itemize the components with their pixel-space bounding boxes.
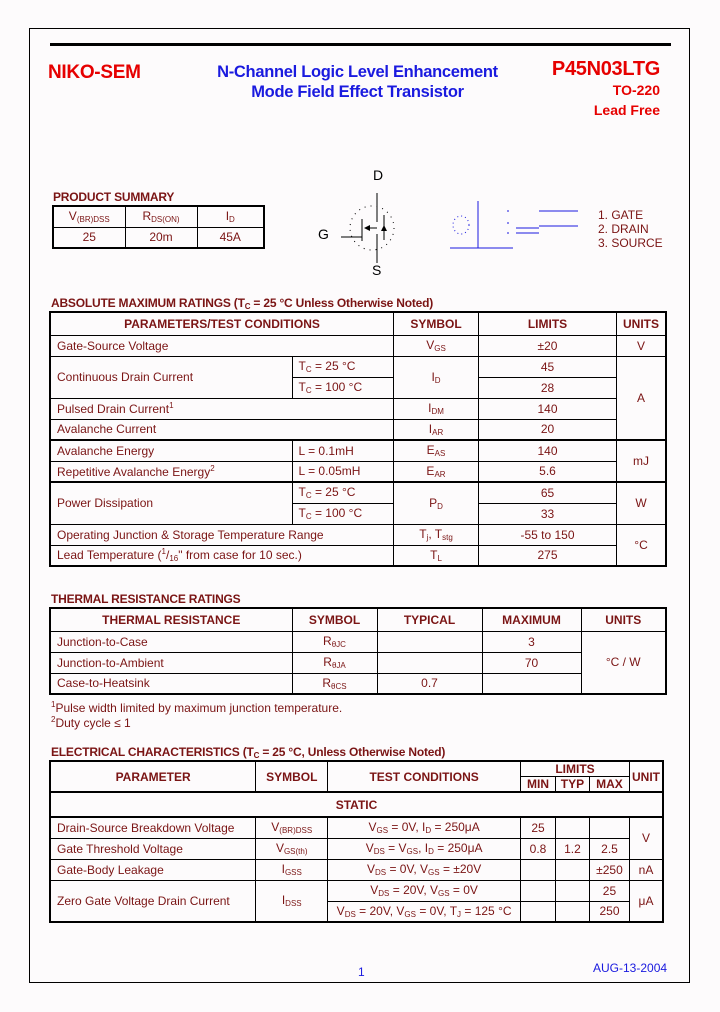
- table-row: Junction-to-Ambient $R_{\theta JA}$ 70: [50, 652, 666, 673]
- abs-header-units: UNITS: [617, 312, 667, 335]
- abs-header-param: PARAMETERS/TEST CONDITIONS: [50, 312, 394, 335]
- abs-max-title: ABSOLUTE MAXIMUM RATINGS ($T_C = 25$ °C Unless Otherwise Noted): [51, 296, 434, 311]
- table-row: Power Dissipation $T_C = 25$ °C $P_D$ 65 W: [50, 482, 666, 503]
- table-row: Continuous Drain Current $T_C = 25$ °C $I_D$ 45 A: [50, 356, 666, 377]
- summary-value-rdson: 20m: [125, 227, 197, 248]
- pin-1-gate: 1. GATE: [598, 208, 644, 222]
- pin-2-drain: 2. DRAIN: [598, 222, 649, 236]
- title-line-1: N-Channel Logic Level Enhancement: [217, 63, 498, 81]
- footnote-1: $^1$Pulse width limited by maximum junction temperature.: [51, 700, 343, 715]
- summary-value-vbrdss: 25: [53, 227, 125, 248]
- table-row: Case-to-Heatsink $R_{\theta CS}$ 0.7: [50, 673, 666, 694]
- package-type: TO-220: [612, 82, 660, 98]
- table-row: $T_C = 100$ °C 28: [50, 377, 666, 398]
- part-number: P45N03LTG: [551, 58, 660, 80]
- table-row: Pulsed Drain Current$^1$ $I_{DM}$ 140: [50, 398, 666, 419]
- page-number: 1: [358, 965, 365, 979]
- pin-3-source: 3. SOURCE: [598, 236, 663, 250]
- title-line-2: Mode Field Effect Transistor: [251, 83, 464, 101]
- table-row: Gate Threshold Voltage $V_{GS(th)}$ $V_{DS} = V_{GS}$, $I_D = 250\mu A$ 0.8 1.2 2.5: [50, 838, 663, 859]
- brand-logo: NIKO-SEM: [48, 62, 141, 83]
- to220-package-icon: [445, 195, 595, 255]
- table-row: Zero Gate Voltage Drain Current $I_{DSS}$ $V_{DS} = 20V$, $V_{GS} = 0V$ 25 μA: [50, 880, 663, 901]
- summary-header-rdson: $R_{DS(ON)}$: [125, 206, 197, 227]
- product-summary-table: [52, 205, 265, 249]
- section-static: STATIC: [50, 792, 663, 817]
- table-row: Junction-to-Case $R_{\theta JC}$ 3 °C / W: [50, 631, 666, 652]
- table-row: Avalanche Current $I_{AR}$ 20: [50, 419, 666, 440]
- thermal-table: THERMAL RESISTANCE SYMBOL TYPICAL MAXIMUM UNITS Junction-to-Case $R_{\theta JC}$ 3 °C / W Junction-to-Ambient $R_{\theta JA}$ 70 Case-to-Heatsink $R_{\theta CS}$ 0.7: [49, 607, 667, 695]
- table-row: Operating Junction & Storage Temperature Range $T_j$, $T_{stg}$ -55 to 150 °C: [50, 524, 666, 545]
- gate-label: G: [318, 226, 329, 242]
- summary-value-id: 45A: [197, 227, 264, 248]
- electrical-title: ELECTRICAL CHARACTERISTICS ($T_C = 25$ °C, Unless Otherwise Noted): [51, 745, 446, 760]
- table-row: Avalanche Energy L = 0.1mH $E_{AS}$ 140 mJ: [50, 440, 666, 461]
- table-row: Gate-Source Voltage $V_{GS}$ ±20 V: [50, 335, 666, 356]
- table-row: Lead Temperature ($^1/_{16}$" from case for 10 sec.) $T_L$ 275: [50, 545, 666, 566]
- document-title: [180, 62, 535, 102]
- table-row: $T_C = 100$ °C 33: [50, 503, 666, 524]
- table-row: $V_{DS} = 20V$, $V_{GS} = 0V$, $T_J = 125$ °C 250: [50, 901, 663, 922]
- source-label: S: [372, 262, 382, 278]
- abs-header-symbol: SYMBOL: [394, 312, 479, 335]
- mosfet-symbol-icon: [330, 185, 410, 265]
- abs-header-limits: LIMITS: [479, 312, 617, 335]
- summary-header-id: $I_D$: [197, 206, 264, 227]
- revision-date: AUG-13-2004: [593, 961, 668, 975]
- header-rule: [50, 43, 671, 46]
- thermal-title: THERMAL RESISTANCE RATINGS: [51, 592, 241, 606]
- summary-header-vbrdss: $V_{(BR)DSS}$: [53, 206, 125, 227]
- abs-max-table: [49, 311, 667, 567]
- table-row: Gate-Body Leakage $I_{GSS}$ $V_{DS} = 0V$, $V_{GS} = \pm 20V$ ±250 nA: [50, 859, 663, 880]
- lead-free-label: Lead Free: [593, 102, 660, 118]
- table-row: Drain-Source Breakdown Voltage $V_{(BR)DSS}$ $V_{GS} = 0V$, $I_D = 250\mu A$ 25 V: [50, 817, 663, 838]
- drain-label: D: [373, 167, 384, 183]
- table-row: Repetitive Avalanche Energy$^2$ L = 0.05mH $E_{AR}$ 5.6: [50, 461, 666, 482]
- electrical-table: PARAMETER SYMBOL TEST CONDITIONS LIMITS UNIT MIN TYP MAX STATIC Drain-Source Breakdown Voltage $V_{(BR)DSS}$ $V_{GS} = 0V$, $I_D = 250\mu A$ 25 V Gate Threshold Voltage $V_{GS(th)}$ $V_{DS} = V_{GS}$, $I_D = 250\mu A$ 0.8 1.2 2.5 Gate-Body Leakage $I_{GSS}$ $V_{DS} = 0V$, $V_{GS} = \pm 20V$ ±250 nA Zero Gate Voltage Drain Current $I_{DSS}$ $V_{DS} = 20V$, $V_{GS} = 0V$ 25 μA $V_{DS} = 20V$, $V_{GS} = 0V$, $T_J = 125$ °C 250: [49, 760, 664, 923]
- product-summary-title: PRODUCT SUMMARY: [53, 190, 175, 204]
- pin-list: [598, 208, 663, 250]
- footnote-2: $^2$Duty cycle ≤ 1: [51, 715, 131, 730]
